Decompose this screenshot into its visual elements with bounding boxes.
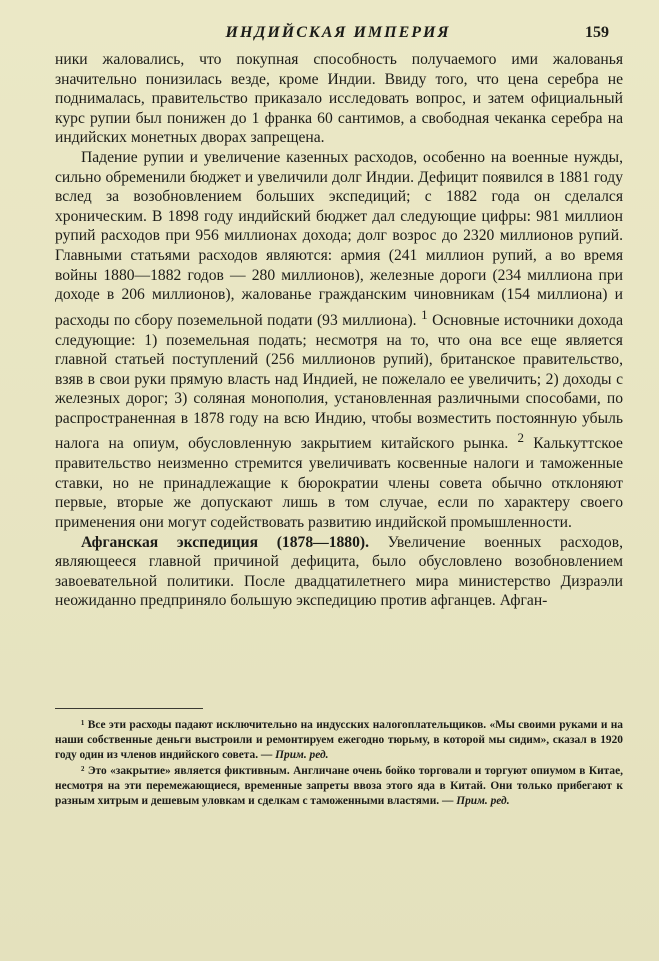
page-header xyxy=(55,22,621,46)
footnote-2-note: Прим. ред. xyxy=(456,795,510,808)
paragraph-afghan xyxy=(55,533,623,611)
footnote-1-text: ¹ Все эти расходы падают исключительно на индусских налогоплательщиков. «Мы своими руками и на наши собственные деньги выстроили и ремонтируем ежегодно тюрьму, в которой мы сидим», сказал в 1920 году один из членов индийского совета. — xyxy=(55,719,623,762)
section-heading: Афганская экспедиция (1878—1880). xyxy=(81,533,369,551)
paragraph-1-text: ники жаловались, что покупная способность получаемого ими жалованья значительно понизилась везде, кроме Индии. Ввиду того, что цена серебра не поднималась, правительство приказало исследовать вопрос, и затем официальный курс рупии был понижен до 1 франка 60 сантимов, а свободная чеканка серебра на индийских монетных дворах запрещена. xyxy=(55,51,623,147)
footnotes xyxy=(55,718,623,809)
paragraph-3-text: Увеличение военных расходов, являющееся главной причиной дефицита, было обусловлено возобновлением завоевательной политики. После двадцатилетнего мира министерство Дизраэли неожиданно предприняло большую экспедицию против афганцев. Афган- xyxy=(55,533,623,610)
footnote-2 xyxy=(55,764,623,810)
footnote-1 xyxy=(55,718,623,764)
footnote-divider xyxy=(55,708,203,709)
footnote-ref-2: 2 xyxy=(517,430,525,446)
paragraph-2c-text: Калькуттское правительство неизменно стремится увеличивать косвенные налоги и таможенные ставки, но не принадлежащие к бюрократии члены совета обычно отклоняют первые, вторые же допускают лишь в том случае, если по характеру своего применения они могут содействовать развитию индийской промышленности. xyxy=(55,435,623,532)
page-number: 159 xyxy=(585,24,609,41)
running-title: ИНДИЙСКАЯ ИМПЕРИЯ xyxy=(225,24,451,41)
main-text xyxy=(55,50,623,611)
paragraph-2b-text: Основные источники дохода следующие: 1) поземельная подать; несмотря на то, что она все еще является главной статьей поступлений (256 миллионов рупий), британское правительство, взяв в свои руки прямую власть над Индией, не пожелало ее увеличить; 2) доходы с железных дорог; 3) соляная монополия, установленная различными способами, по распространенная в 1878 году на всю Индию, чтобы возместить постоянную убыль налога на опиум, обусловленную закрытием китайского рынка. xyxy=(55,311,624,453)
paragraph-budget xyxy=(55,148,623,533)
footnote-2-text: ² Это «закрытие» является фиктивным. Англичане очень бойко торговали и торгуют опиумом в Китае, несмотря на эти перемежающиеся, временные запреты ввоза этого яда в Китай. Они только прибегают к разным хитрым и дешевым уловкам и сделкам с таможенными властями. — xyxy=(55,764,623,808)
paragraph-2a-text: Падение рупии и увеличение казенных расходов, особенно на военные нужды, сильно обременили бюджет и увеличили долг Индии. Дефицит появился в 1881 году вслед за возобновлением больших экспедиций; с 1882 года он сделался хроническим. В 1898 году индийский бюджет дал следующие цифры: 981 миллион рупий расходов при 956 миллионах дохода; долг возрос до 2320 миллионов рупий. Главными статьями расходов являются: армия (241 миллион рупий, а во время войны 1880—1882 годов — 280 миллионов), железные дороги (234 миллиона при доходе в 206 миллионов), жалованье гражданским чиновникам (154 миллиона) и расходы по сбору поземельной подати (93 миллиона). xyxy=(55,148,623,329)
footnote-1-note: Прим. ред. xyxy=(275,749,329,762)
footnote-ref-1: 1 xyxy=(421,306,428,322)
paragraph-continuation xyxy=(55,50,623,148)
